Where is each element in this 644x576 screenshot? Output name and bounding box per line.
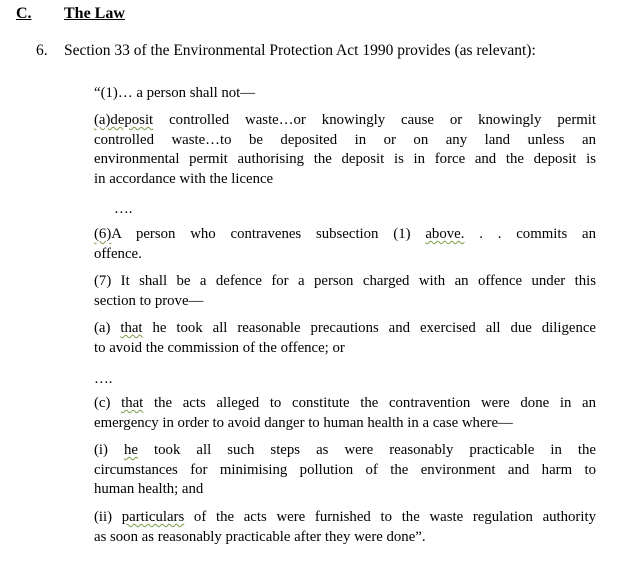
subsection-7c-ii-line-2: as soon as reasonably practicable after they were done”. [94, 528, 426, 545]
above-word: above. [425, 226, 465, 242]
quote-subsection-7c [94, 394, 596, 433]
subsection-7a-line-2: to avoid the commission of the offence; or [94, 339, 345, 356]
subsection-7c-i-line-2: circumstances for minimising pollution of the environment and harm to [94, 461, 596, 478]
that-word: that [120, 320, 143, 336]
paragraph-number: 6. [36, 42, 48, 59]
subsection-7-line-1: (7) It shall be a defence for a person charged with an offence under this [94, 273, 596, 289]
subsection-1a-line-4: in accordance with the licence [94, 170, 274, 187]
subsection-7c-line-2: emergency in order to avoid danger to human health in a case where— [94, 414, 513, 431]
that-word: that [121, 395, 144, 411]
subsection-7c-i-line-1: (i) he took all such steps as were reasonably practicable in the [94, 442, 596, 458]
subsection-6-line-1: (6)A person who contravenes subsection (1) above. . . commits an [94, 226, 596, 242]
quote-subsection-6 [94, 225, 596, 264]
subsection-7a-line-1: (a) that he took all reasonable precautions and exercised all due diligence [94, 320, 596, 336]
subsection-7c-i-line-3: human health; and [94, 481, 204, 497]
subsection-6-marker: (6) [94, 226, 112, 242]
paragraph-text: Section 33 of the Environmental Protection Act 1990 provides (as relevant): [64, 42, 536, 59]
quote-subsection-7c-ii [94, 508, 596, 547]
subsection-6-line-2: offence. [94, 245, 142, 262]
ellipsis-2: …. [94, 371, 113, 387]
quote-subsection-1-intro [94, 84, 596, 104]
quote-subsection-7a [94, 319, 596, 358]
subsection-7c-line-1: (c) that the acts alleged to constitute the contravention were done in an [94, 395, 596, 411]
subsection-1a-line-1: (a)deposit controlled waste…or knowingly cause or knowingly permit [94, 112, 596, 128]
subsection-7-line-2: section to prove— [94, 292, 204, 309]
quote-subsection-1a [94, 111, 596, 189]
subsection-1a-line-2: controlled waste…to be deposited in or on any land unless an [94, 131, 596, 148]
particulars-word: particulars [121, 509, 185, 525]
section-title: The Law [64, 5, 125, 22]
deposit-word: (a)deposit [94, 112, 154, 128]
quote-subsection-7c-i [94, 441, 596, 500]
subsection-6-body: A person who contravenes subsection (1) [111, 226, 426, 242]
subsection-1-intro-text: “(1)… a person shall not— [94, 85, 256, 101]
subsection-1a-line-3: environmental permit authorising the deposit is in force and the deposit is [94, 151, 596, 167]
section-letter: C. [16, 5, 32, 22]
subsection-7c-ii-line-1: (ii) particulars of the acts were furnished to the waste regulation authority [94, 509, 596, 525]
he-word: he [124, 442, 138, 458]
ellipsis-1: …. [114, 201, 133, 217]
section-heading [16, 4, 125, 24]
quote-subsection-7 [94, 272, 596, 311]
paragraph-6 [36, 41, 536, 61]
